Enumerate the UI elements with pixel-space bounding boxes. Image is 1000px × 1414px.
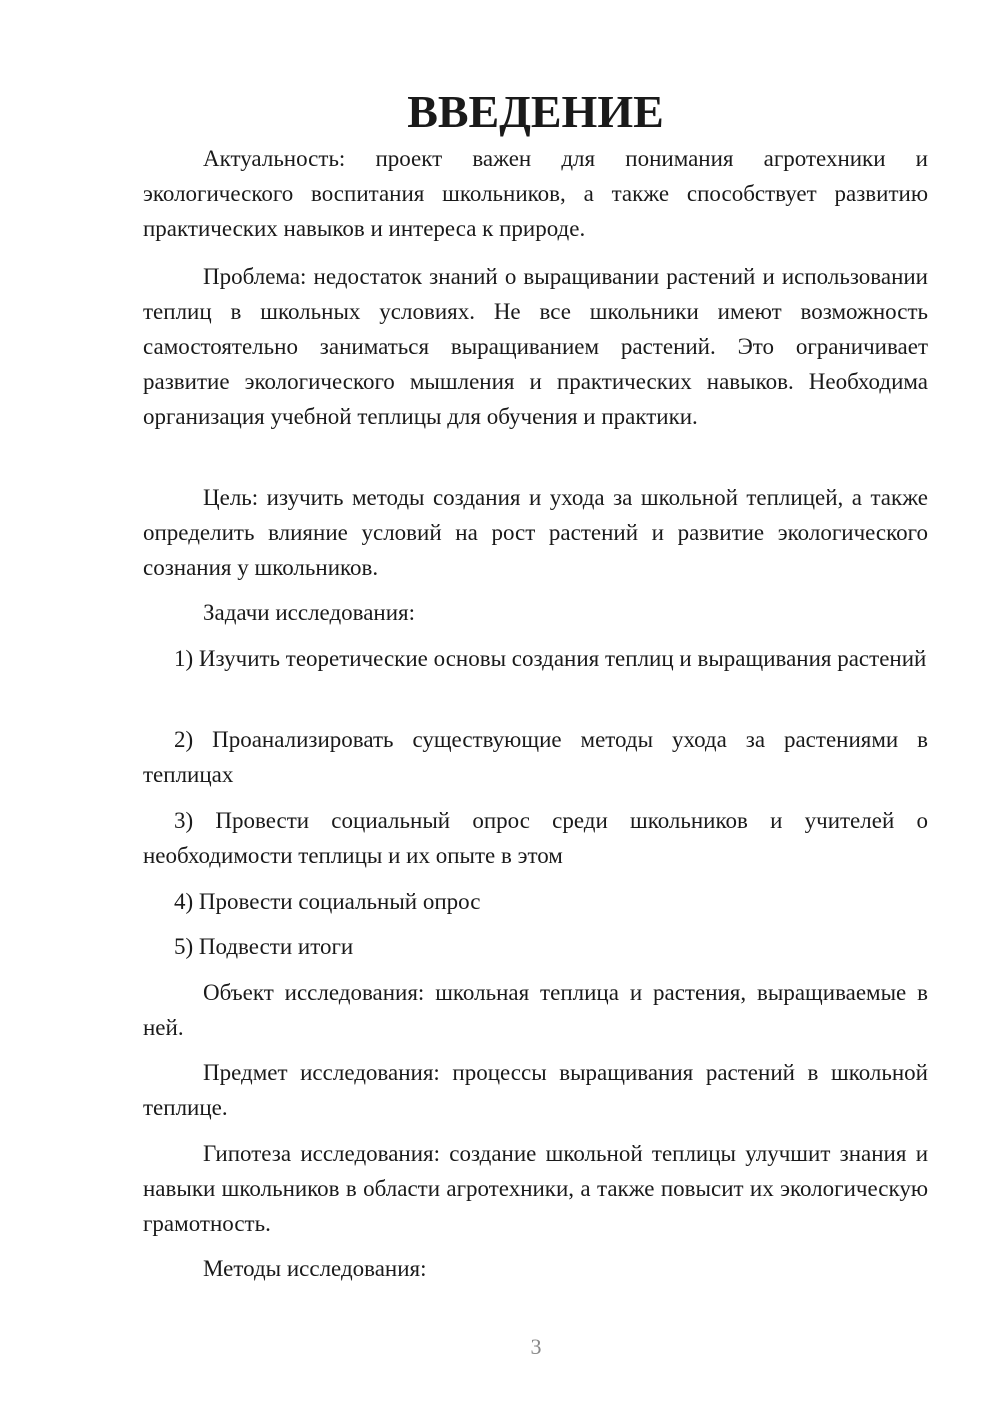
object-paragraph: Объект исследования: школьная теплица и растения, выращиваемые в ней.: [143, 980, 928, 1040]
subject-paragraph: Предмет исследования: процессы выращивания растений в школьной теплице.: [143, 1060, 928, 1120]
page-number: 3: [530, 1334, 542, 1359]
task-item-3: 3) Провести социальный опрос среди школьников и учителей о необходимости теплицы и их опыте в этом: [143, 808, 928, 868]
task-item-5: 5) Подвести итоги: [174, 934, 354, 959]
page-title: ВВЕДЕНИЕ: [407, 86, 664, 137]
task-item-1: 1) Изучить теоретические основы создания теплиц и выращивания растений: [174, 646, 927, 671]
goal-paragraph: Цель: изучить методы создания и ухода за школьной теплицей, а также определить влияние условий на рост растений и развитие экологического сознания у школьников.: [143, 485, 928, 580]
task-item-2: 2) Проанализировать существующие методы ухода за растениями в теплицах: [143, 727, 928, 787]
relevance-paragraph: Актуальность: проект важен для понимания агротехники и экологического воспитания школьников, а также способствует развитию практических навыков и интереса к природе.: [143, 146, 928, 241]
problem-paragraph: Проблема: недостаток знаний о выращивании растений и использовании теплиц в школьных условиях. Не все школьники имеют возможность самостоятельно заниматься выращиванием растений. Это ограничивает развитие экологического мышления и практических навыков. Необходима организация учебной теплицы для обучения и практики.: [143, 264, 928, 429]
methods-heading: Методы исследования:: [203, 1256, 427, 1281]
tasks-heading: Задачи исследования:: [203, 600, 416, 625]
task-item-4: 4) Провести социальный опрос: [174, 889, 481, 914]
hypothesis-paragraph: Гипотеза исследования: создание школьной теплицы улучшит знания и навыки школьников в области агротехники, а также повысит их экологическую грамотность.: [143, 1141, 928, 1236]
